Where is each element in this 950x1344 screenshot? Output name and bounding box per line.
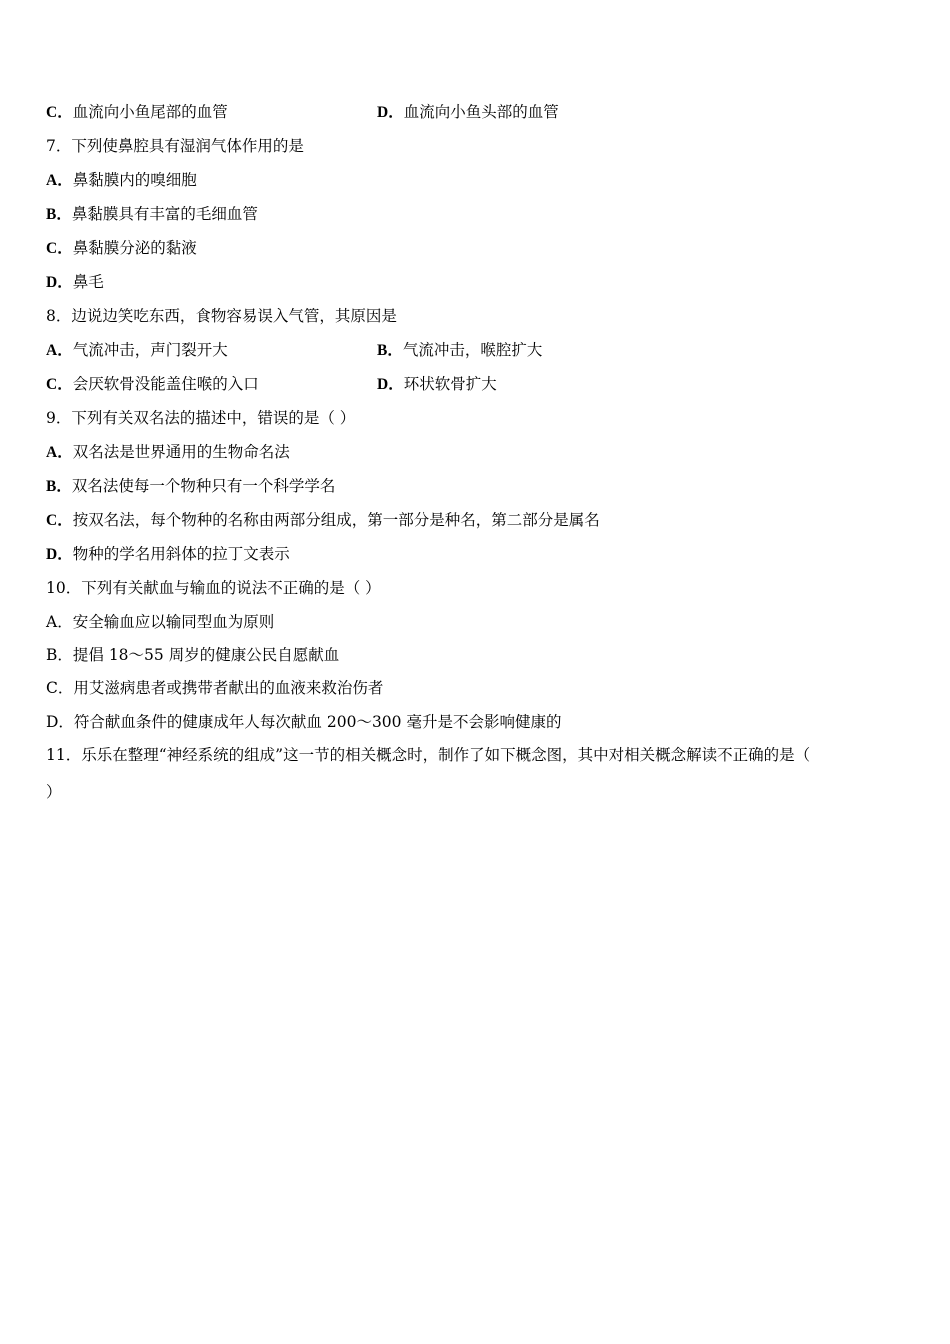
q7-option-c (46, 238, 197, 259)
q10-option-b: B．提倡 18～55 周岁的健康公民自愿献血 (46, 646, 340, 664)
option-label: B． (377, 342, 403, 359)
option-text: 按双名法，每个物种的名称由两部分组成，第一部分是种名，第二部分是属名 (72, 511, 600, 529)
q7-option-a (46, 170, 197, 191)
option-label: A． (46, 444, 73, 461)
option-text: 鼻黏膜具有丰富的毛细血管 (71, 205, 258, 223)
q9-option-c (46, 510, 600, 531)
q9-option-d (46, 544, 290, 565)
option-text: 气流冲击，喉腔扩大 (402, 341, 543, 359)
option-text: 会厌软骨没能盖住喉的入口 (72, 375, 259, 393)
q7-option-d (46, 272, 104, 293)
option-label: A． (46, 342, 73, 359)
option-text: 血流向小鱼尾部的血管 (72, 103, 228, 121)
option-label: D． (377, 376, 404, 393)
option-label: D． (46, 546, 73, 563)
q7-option-b (46, 204, 258, 225)
q10-option-c: C．用艾滋病患者或携带者献出的血液来救治伤者 (46, 679, 384, 697)
option-text: 血流向小鱼头部的血管 (403, 103, 559, 121)
q9-stem: 9．下列有关双名法的描述中，错误的是（ ） (46, 409, 356, 427)
q10-option-a: A．安全输血应以输同型血为原则 (46, 613, 275, 631)
option-text: 双名法是世界通用的生物命名法 (72, 443, 290, 461)
q9-option-a (46, 442, 290, 463)
q8-stem: 8．边说边笑吃东西，食物容易误入气管，其原因是 (46, 307, 397, 325)
q10-option-d: D．符合献血条件的健康成年人每次献血 200～300 毫升是不会影响健康的 (46, 713, 562, 731)
option-text: 双名法使每一个物种只有一个科学学名 (71, 477, 336, 495)
option-label: C． (46, 512, 73, 529)
q11-stem-continuation: ） (46, 783, 62, 801)
q11-stem: 11．乐乐在整理“神经系统的组成”这一节的相关概念时，制作了如下概念图，其中对相关概念解读不正确的是（ (46, 746, 811, 764)
option-text: 环状软骨扩大 (403, 375, 497, 393)
q8-option-d (377, 374, 497, 395)
option-text: 气流冲击，声门裂开大 (72, 341, 228, 359)
option-label: C． (46, 104, 73, 121)
q8-option-a (46, 340, 228, 361)
option-text: 鼻黏膜内的嗅细胞 (72, 171, 197, 189)
q8-option-c (46, 374, 259, 395)
option-label: A． (46, 172, 73, 189)
option-label: D． (377, 104, 404, 121)
option-label: C． (46, 240, 73, 257)
option-text: 鼻黏膜分泌的黏液 (72, 239, 197, 257)
q8-option-b (377, 340, 542, 361)
option-label: D． (46, 274, 73, 291)
q6-option-c (46, 102, 228, 123)
q9-option-b (46, 476, 335, 497)
q7-stem: 7．下列使鼻腔具有湿润气体作用的是 (46, 137, 304, 155)
option-label: C． (46, 376, 73, 393)
option-label: B． (46, 478, 72, 495)
option-text: 物种的学名用斜体的拉丁文表示 (72, 545, 290, 563)
q6-option-d (377, 102, 559, 123)
option-label: B． (46, 206, 72, 223)
q10-stem: 10．下列有关献血与输血的说法不正确的是（ ） (46, 579, 381, 597)
option-text: 鼻毛 (72, 273, 104, 291)
